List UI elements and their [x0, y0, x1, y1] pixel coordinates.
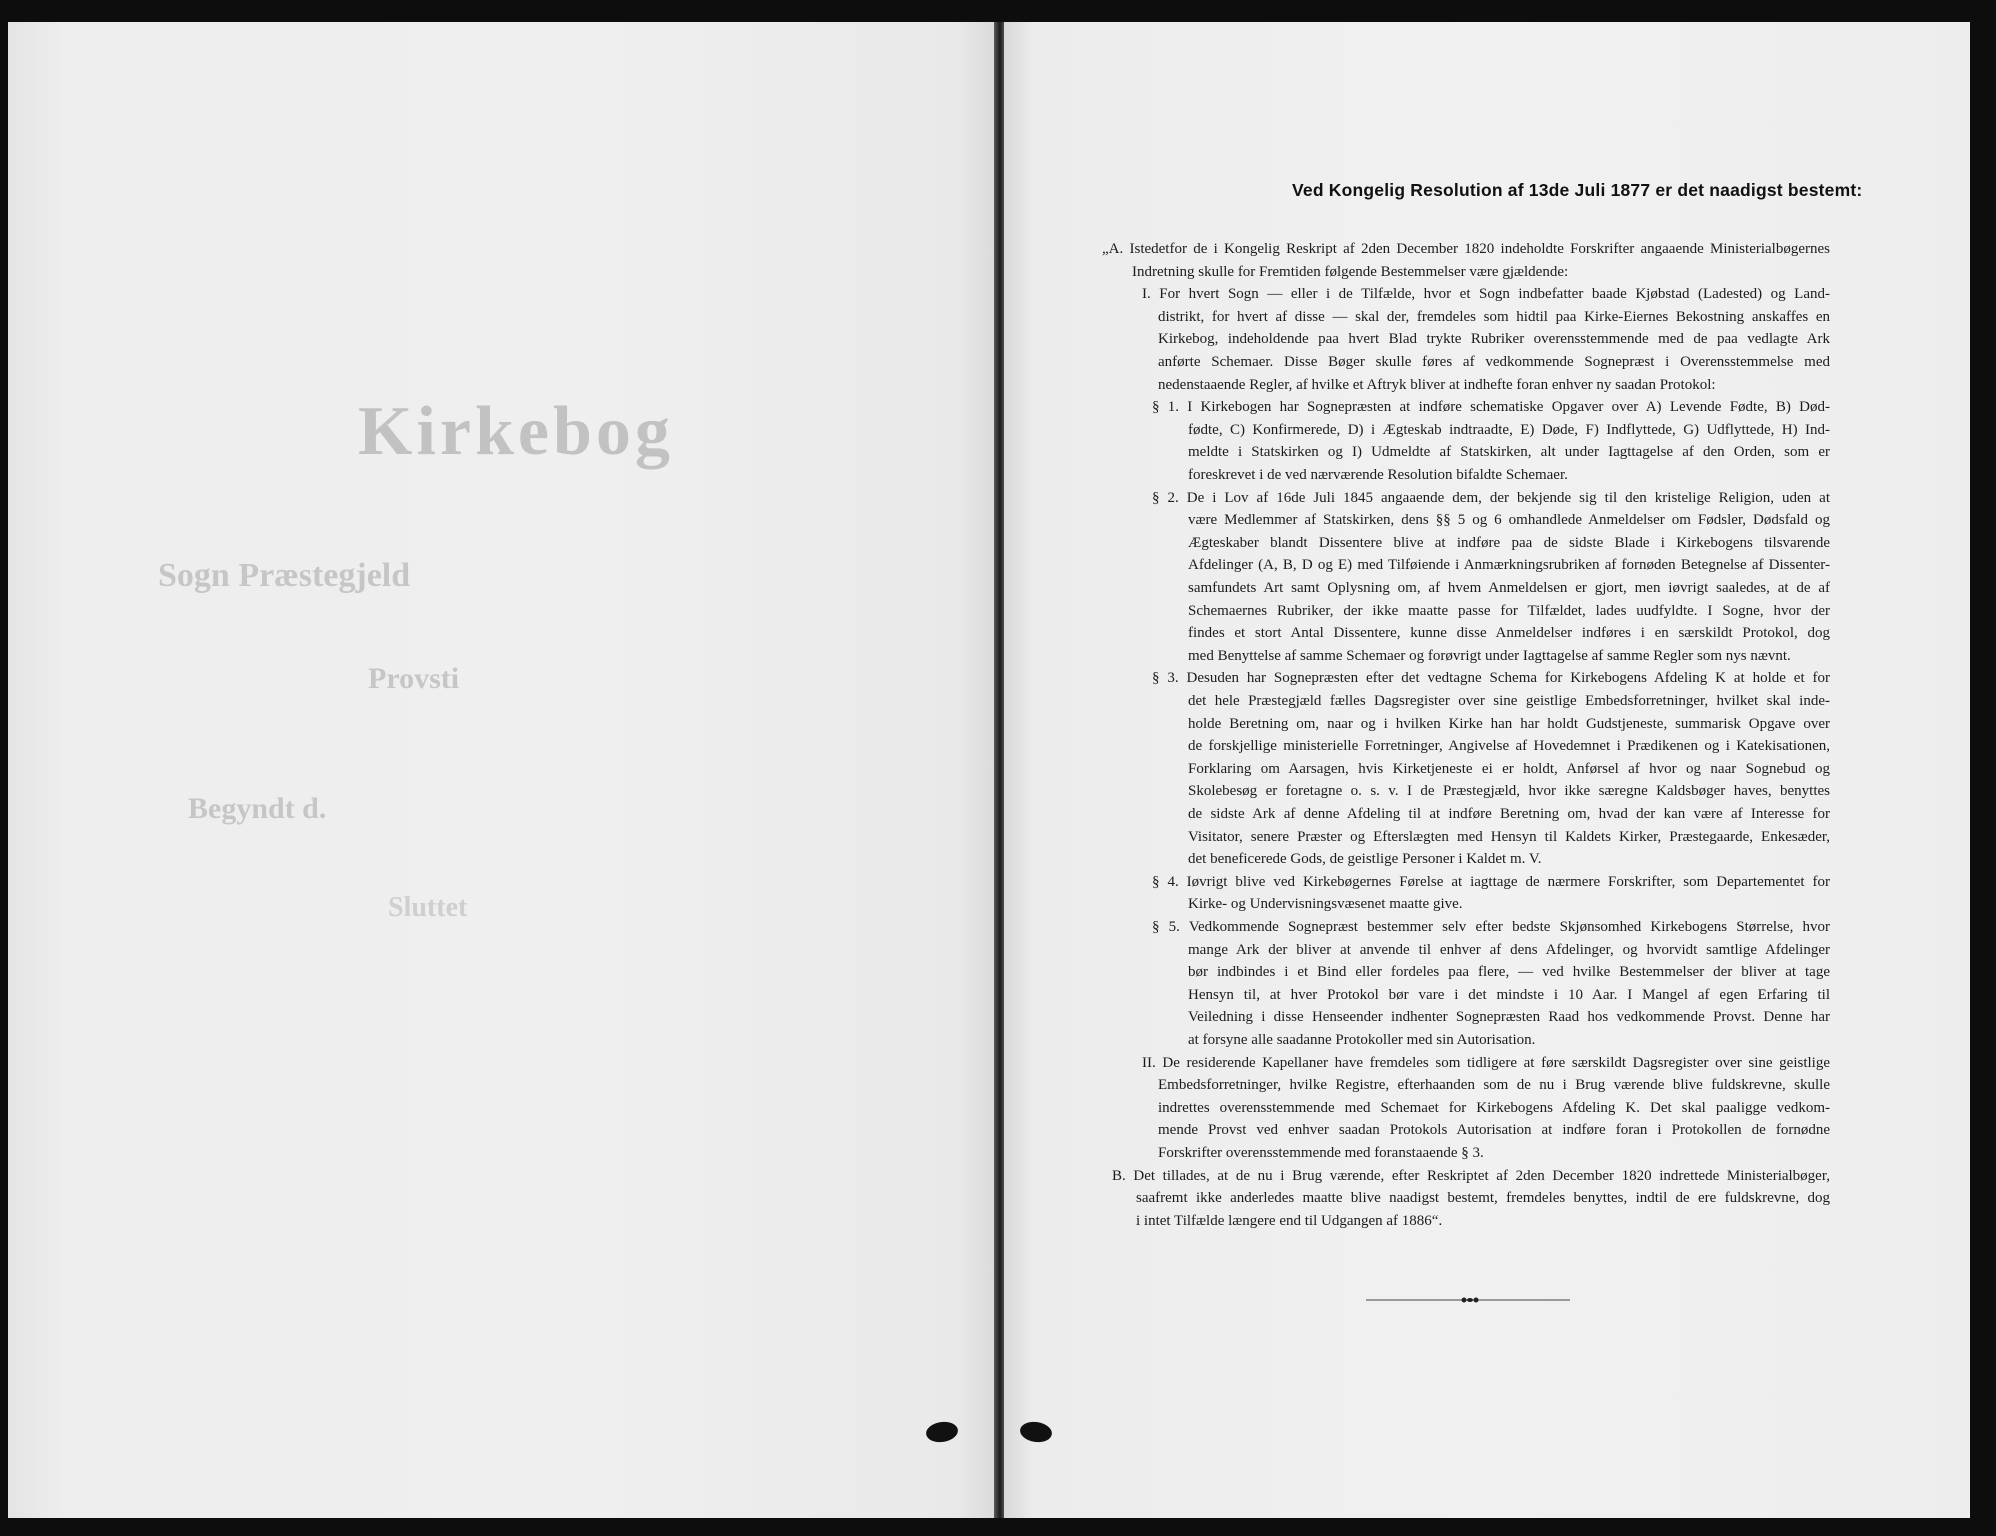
text-line: § 4. Iøvrigt blive ved Kirkebøgernes Førelse at iagttage de nærmere Forskrifter, som Departementet for — [1152, 873, 1830, 890]
text-line: Visitator, senere Præster og Efterslægten med Hensyn til Kaldets Kirker, Præstegaarde, Enkesæder, — [1188, 828, 1830, 845]
text-line: anførte Schemaer. Disse Bøger skulle føres af vedkommende Sognepræst i Overensstemmelse med — [1158, 354, 1830, 370]
text-line: holde Beretning om, naar og i hvilken Kirke han har holdt Gudstjeneste, summarisk Opgave over — [1188, 715, 1830, 732]
text-line: saafremt ikke anderledes maatte blive naadigst bestemt, fremdeles benyttes, indtil de ere fuldskrevne, dog — [1136, 1190, 1830, 1207]
text-line: Hensyn til, at hver Protokol bør vare i det mindste i 10 Aar. I Mangel af egen Erfaring til — [1188, 986, 1830, 1003]
text-line: § 2. De i Lov af 16de Juli 1845 angaaende dem, der bekjende sig til den kristelige Religion, uden at — [1152, 489, 1830, 506]
text-line: indrettes overensstemmende med Schemaet for Kirkebogens Afdeling K. Det skal paaligge vedkom- — [1158, 1099, 1830, 1116]
text-line: det beneficerede Gods, de geistlige Personer i Kaldet m. V. — [1188, 851, 1542, 868]
text-line: findes et stort Antal Dissentere, kunne disse Anmeldelser indføres i en særskildt Protokol, dog — [1188, 625, 1830, 642]
text-line: Kirke- og Undervisningsvæsenet maatte give. — [1188, 896, 1463, 913]
text-line: II. De residerende Kapellaner have fremdeles som tidligere at føre særskildt Dagsregister over sine geistlige — [1142, 1054, 1830, 1071]
text-line: Veiledning i disse Henseender indhenter Sognepræsten Raad hos vedkommende Provst. Denne har — [1188, 1009, 1830, 1026]
text-line: være Medlemmer af Statskirken, dens §§ 5 og 6 omhandlede Anmeldelser om Fødsler, Dødsfald og — [1188, 512, 1830, 529]
text-line: de forskjellige ministerielle Forretninger, Angivelse af Hovedemnet i Prædikenen og i Katekisationen, — [1188, 738, 1830, 755]
ornament-divider — [1366, 1294, 1570, 1306]
text-line: mange Ark der bliver at anvende til enhver af dens Afdelinger, og hvorvidt samtlige Afdelinger — [1188, 941, 1830, 958]
text-line: med Benyttelse af samme Schemaer og forøvrigt under Iagttagelse af samme Regler som nys nævnt. — [1188, 647, 1791, 664]
text-line: „A. Istedetfor de i Kongelig Reskript af 2den December 1820 indeholdte Forskrifter angaaende Ministerialbøgernes — [1102, 241, 1830, 257]
text-line: distrikt, for hvert af disse — skal der, fremdeles som hidtil paa Kirke-Eiernes Bekostning anskaffes en — [1158, 308, 1830, 325]
text-line: I. For hvert Sogn — eller i de Tilfælde, hvor et Sogn indbefatter baade Kjøbstad (Ladested) og Land- — [1142, 286, 1830, 303]
text-line: Embedsforretninger, hvilke Registre, efterhaanden som de nu i Brug værende blive fuldskrevne, skulle — [1158, 1077, 1830, 1094]
text-line: § 5. Vedkommende Sognepræst bestemmer selv efter bedste Skjønsomhed Kirkebogens Størrelse, hvor — [1152, 919, 1830, 935]
text-line: at forsyne alle saadanne Protokoller med sin Autorisation. — [1188, 1032, 1536, 1048]
faint-line: Begyndt d. — [188, 792, 327, 825]
text-line: § 1. I Kirkebogen har Sognepræsten at indføre schematiske Opgaver over A) Levende Fødte, B) Død- — [1152, 399, 1830, 416]
text-line: i intet Tilfælde længere end til Udgangen af 1886“. — [1136, 1212, 1443, 1229]
text-line: nedenstaaende Regler, af hvilke et Aftryk bliver at indhefte foran enhver ny saadan Protokol: — [1158, 376, 1716, 393]
faint-line: Sogn Præstegjeld — [158, 557, 411, 594]
text-line: fødte, C) Konfirmerede, D) i Ægteskab indtraadte, E) Døde, F) Indflyttede, G) Udflyttede, H) Ind- — [1188, 421, 1830, 438]
text-line: meldte i Statskirken og I) Udmeldte af Statskirken, alt under Iagttagelse af den Orden, som er — [1188, 444, 1830, 461]
text-line: foreskrevet i de ved nærværende Resolution bifaldte Schemaer. — [1188, 467, 1568, 483]
text-line: Afdelinger (A, B, D og E) med Tilføiende i Anmærkningsrubriken af fornøden Betegnelse af Dissenter- — [1188, 557, 1830, 574]
resolution-heading: Ved Kongelig Resolution af 13de Juli 1877 er det naadigst bestemt: — [1292, 180, 1863, 200]
text-line: Forklaring om Aarsagen, hvis Kirketjeneste ei er holdt, Anførsel af hvor og naar Sognebud og — [1188, 760, 1830, 777]
text-line: Ægteskaber blandt Dissentere blive at indføre paa de sidste Blade i Kirkebogens tilsvarende — [1188, 534, 1830, 551]
faint-title: Kirkebog — [358, 393, 674, 470]
text-line: samfundets Art samt Oplysning om, af hvem Anmeldelsen er gjort, men iøvrigt saaledes, at de af — [1188, 580, 1830, 596]
left-page — [8, 22, 996, 1518]
text-line: de sidste Ark af denne Afdeling til at indføre Beretning om, hvad der kan være af Interesse for — [1188, 806, 1830, 822]
faint-line: Provsti — [368, 662, 460, 695]
text-line: Schemaernes Rubriker, der ikke maatte passe for Tilfældet, lades uudfyldte. I Sogne, hvor der — [1188, 602, 1830, 619]
text-line: § 3. Desuden har Sognepræsten efter det vedtagne Schema for Kirkebogens Afdeling K at holde et for — [1152, 670, 1830, 687]
text-line: mende Provst ved enhver saadan Protokols Autorisation at indføre foran i Protokollen de fornødne — [1158, 1122, 1830, 1139]
text-line: bør indbindes i et Bind eller fordeles paa flere, — ved hvilke Bestemmelser der bliver at tage — [1188, 964, 1830, 981]
text-line: Skolebesøg er foretagne o. s. v. I de Præstegjæld, hvor ikke særegne Kaldsbøger haves, benyttes — [1188, 783, 1830, 800]
faint-line: Sluttet — [388, 892, 468, 923]
text-line: Forskrifter overensstemmende med foranstaaende § 3. — [1158, 1145, 1484, 1161]
text-line: det hele Præstegjæld fælles Dagsregister over sine geistlige Embedsforretninger, hvilket skal inde- — [1188, 693, 1830, 709]
text-line: Kirkebog, indeholdende paa hvert Blad trykte Rubriker overensstemmende med de paa vedlagte Ark — [1158, 331, 1830, 348]
text-line: B. Det tillades, at de nu i Brug værende, efter Reskriptet af 2den December 1820 indrettede Ministerialbøger, — [1112, 1167, 1830, 1184]
text-line: Indretning skulle for Fremtiden følgende Bestemmelser være gjældende: — [1132, 263, 1569, 280]
